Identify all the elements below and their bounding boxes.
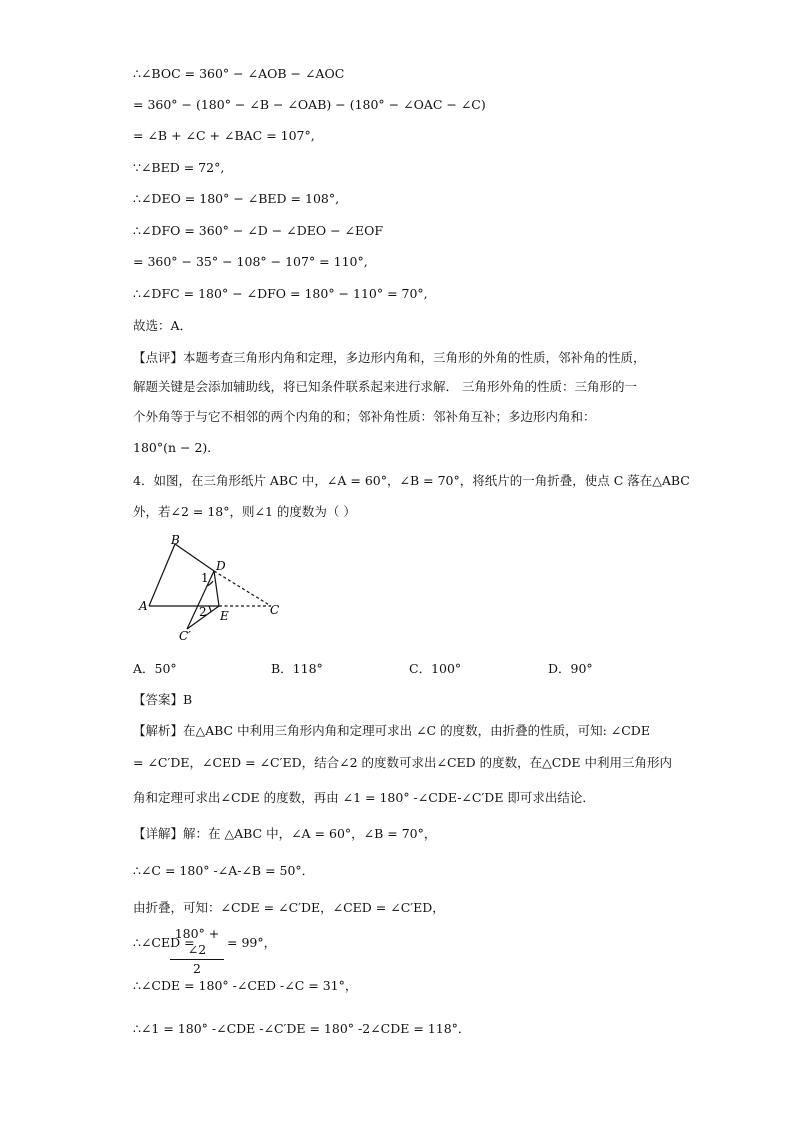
edge-ab bbox=[149, 544, 175, 606]
solution-line-8: ∴∠DFC = 180° − ∠DFO = 180° − 110° = 70°, bbox=[133, 286, 428, 301]
analysis-line-3: 角和定理可求出∠CDE 的度数，再由 ∠1 = 180° -∠CDE-∠C′DE 即可求出结论． bbox=[133, 790, 595, 805]
comment-line-3: 个外角等于与它不相邻的两个内角的和；邻补角性质：邻补角互补；多边形内角和： bbox=[133, 409, 596, 424]
label-b: B bbox=[171, 533, 180, 547]
detail-line-5: ∴∠CDE = 180° -∠CED -∠C = 31°， bbox=[133, 978, 358, 993]
comment-line-4: 180°(n − 2)． bbox=[133, 440, 220, 455]
question-line-1: 4．如图，在三角形纸片 ABC 中，∠A = 60°，∠B = 70°，将纸片的一角折叠，使点 C 落在△ABC bbox=[133, 473, 690, 488]
answer-line: 【答案】B bbox=[133, 692, 193, 707]
fraction-denominator: 2 bbox=[193, 961, 201, 976]
solution-line-3: = ∠B + ∠C + ∠BAC = 107°, bbox=[133, 128, 315, 143]
solution-choice: 故选：A． bbox=[133, 318, 193, 333]
dashed-dc bbox=[214, 571, 271, 606]
solution-line-4: ∵∠BED = 72°, bbox=[133, 160, 225, 175]
label-angle-1: 1 bbox=[201, 571, 209, 585]
solution-line-1: ∴∠BOC = 360° − ∠AOB − ∠AOC bbox=[133, 66, 345, 81]
solution-line-5: ∴∠DEO = 180° − ∠BED = 108°, bbox=[133, 191, 340, 206]
comment-line-1: 【点评】本题考查三角形内角和定理，多边形内角和，三角形的外角的性质，邻补角的性质， bbox=[133, 350, 646, 365]
edge-bd bbox=[175, 544, 214, 571]
fraction bbox=[170, 926, 224, 977]
angle-2-arc bbox=[209, 606, 211, 612]
fraction-bar bbox=[170, 959, 224, 960]
option-d: D．90° bbox=[548, 661, 593, 676]
comment-line-2: 解题关键是会添加辅助线，将已知条件联系起来进行求解． 三角形外角的性质：三角形的一 bbox=[133, 379, 637, 394]
fold-line-de bbox=[214, 571, 219, 606]
fraction-numerator: 180° + ∠2 bbox=[174, 926, 220, 957]
question-line-2: 外，若∠2 = 18°，则∠1 的度数为（ ） bbox=[133, 504, 356, 519]
solution-line-6: ∴∠DFO = 360° − ∠D − ∠DEO − ∠EOF bbox=[133, 223, 384, 238]
label-c: C bbox=[270, 603, 280, 617]
solution-line-7: = 360° − 35° − 108° − 107° = 110°, bbox=[133, 254, 368, 269]
label-a: A bbox=[139, 599, 148, 613]
option-b: B．118° bbox=[271, 661, 323, 676]
label-angle-2: 2 bbox=[199, 605, 207, 619]
detail-line-3: 由折叠，可知：∠CDE = ∠C′DE，∠CED = ∠C′ED， bbox=[133, 900, 445, 915]
detail-line-4-suffix: = 99°， bbox=[227, 935, 277, 950]
detail-line-4-prefix: ∴∠CED = bbox=[133, 935, 195, 950]
label-e: E bbox=[220, 609, 229, 623]
analysis-line-1: 【解析】在△ABC 中利用三角形内角和定理可求出 ∠C 的度数，由折叠的性质，可知: ∠CDE bbox=[133, 723, 650, 738]
option-a: A．50° bbox=[133, 661, 177, 676]
folded-triangle-figure bbox=[133, 532, 293, 648]
solution-line-2: = 360° − (180° − ∠B − ∠OAB) − (180° − ∠OAC − ∠C) bbox=[133, 97, 486, 112]
detail-line-1: 【详解】解：在 △ABC 中，∠A = 60°，∠B = 70°， bbox=[133, 826, 437, 841]
analysis-line-2: = ∠C′DE，∠CED = ∠C′ED，结合∠2 的度数可求出∠CED 的度数，在△CDE 中利用三角形内 bbox=[133, 755, 672, 770]
label-c-prime: C′ bbox=[179, 629, 191, 643]
label-d: D bbox=[216, 559, 226, 573]
option-c: C．100° bbox=[409, 661, 462, 676]
detail-line-2: ∴∠C = 180° -∠A-∠B = 50°． bbox=[133, 863, 315, 878]
detail-line-6: ∴∠1 = 180° -∠CDE -∠C′DE = 180° -2∠CDE = 118°． bbox=[133, 1021, 471, 1036]
